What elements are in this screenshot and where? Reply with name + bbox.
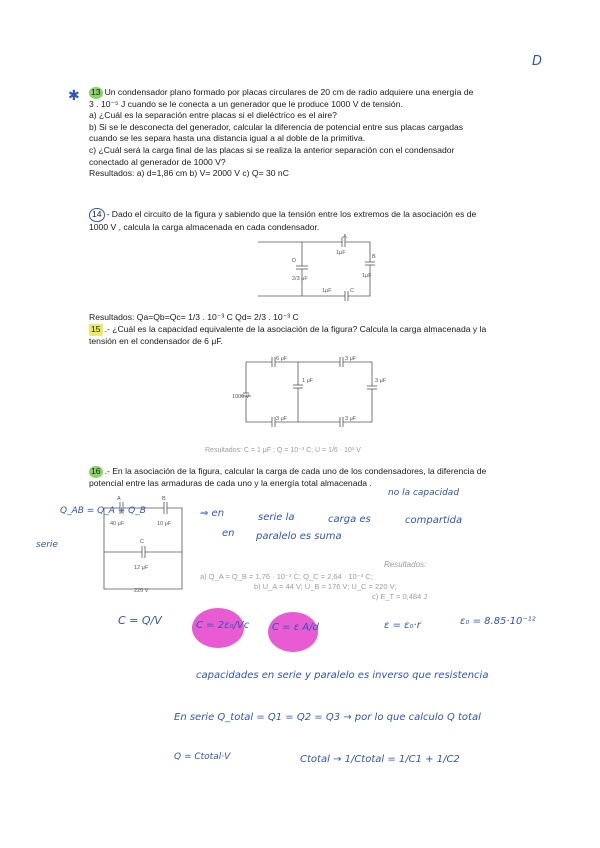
hw-note-q-ctotal: Q = Ctotal·V: [174, 752, 231, 762]
circuit-14-cap-b: 1μF: [362, 273, 372, 279]
p13-results: Resultados: a) d=1,86 cm b) V= 2000 V c) Q= 30 nC: [89, 168, 289, 179]
circuit-14-diagram: [240, 232, 380, 306]
circuit-16-label-a: A: [117, 496, 121, 502]
p16-results-2: b) U_A = 44 V; U_B = 176 V; U_C = 220 V;: [254, 582, 397, 591]
hw-en: en: [222, 528, 235, 539]
p13-line2: 3 . 10⁻⁵ J cuando se le conecta a un generador que le produce 1000 V de tensión.: [89, 98, 403, 109]
circuit-15-voltage: 1000 V: [232, 394, 250, 400]
p13-question-c1: c) ¿Cuál será la carga final de las placas si se realiza la anterior separación con el condensador: [89, 144, 455, 155]
circuit-15-cap-3c: 3 μF: [276, 416, 288, 422]
hw-formula-c-area: C = ε A/d: [272, 622, 319, 633]
p14-line2: 1000 V , calcula la carga almacenada en cada condensador.: [89, 221, 320, 232]
circuit-14-cap-d: 2/3 μF: [292, 276, 308, 282]
problem-15: [89, 324, 549, 347]
p16-line2: potencial entre las armaduras de cada uno y la energía total almacenada .: [89, 477, 372, 488]
problem-14: [89, 208, 549, 233]
circuit-14-cap-c: 1μF: [322, 288, 332, 294]
corner-handwritten-mark: D: [532, 54, 543, 69]
hw-formula-epsilon: ε = ε₀·r: [384, 620, 421, 631]
circuit-15-cap-1: 1 μF: [302, 378, 314, 384]
p16-results-1: a) Q_A = Q_B = 1,76 · 10⁻³ C; Q_C = 2,64 · 10⁻³ C;: [200, 572, 373, 581]
circuit-16-label-c: C: [140, 539, 144, 545]
circuit-14-label-b: B: [372, 254, 376, 260]
hw-serie: serie: [36, 540, 58, 550]
hw-carga-es: carga es: [328, 514, 371, 525]
hw-no-la-capacidad: no la capacidad: [388, 488, 460, 498]
p13-question-a: a) ¿Cuál es la separación entre placas si el dieléctrico es el aire?: [89, 110, 337, 121]
problem-16: [89, 466, 549, 489]
circuit-15-cap-6: 6 μF: [276, 356, 288, 362]
hw-qab: Q_AB = Q_A + Q_B: [60, 506, 146, 516]
p16-line1: .- En la asociación de la figura, calcular la carga de cada uno de los condensadores, la diferencia de: [104, 466, 487, 476]
p13-question-b2: cuando se les separa hasta una distancia igual a al doble de la primitiva.: [89, 133, 366, 144]
p16-results-3: c) E_T = 0,484 J: [372, 592, 428, 601]
hw-note-inverso: capacidades en serie y paralelo es inverso que resistencia: [196, 670, 489, 681]
circuit-16-voltage: 220 V: [134, 588, 149, 594]
problem-number-13: 13: [91, 87, 101, 97]
star-mark: ✱: [68, 88, 80, 104]
hw-compartida: compartida: [405, 515, 463, 526]
problem-number-14: 14: [89, 208, 105, 222]
p15-line1: .- ¿Cuál es la capacidad equivalente de la asociación de la figura? Calcula la carga almacenada y la: [104, 324, 487, 334]
circuit-14-cap-1: 1μF: [336, 250, 346, 256]
problem-14-results: [89, 312, 549, 324]
circuit-16-cap-a: 40 μF: [110, 521, 125, 527]
hw-paralelo-es-suma: paralelo es suma: [256, 531, 342, 542]
circuit-14-label-d: D: [292, 258, 296, 264]
p13-line1: Un condensador plano formado por placas circulares de 20 cm de radio adquiere una energía de: [104, 87, 474, 97]
p15-line2: tensión en el condensador de 6 μF.: [89, 335, 223, 346]
hw-note-serie: En serie Q_total = Q1 = Q2 = Q3 → por lo que calculo Q total: [174, 712, 481, 723]
circuit-15-cap-3a: 3 μF: [345, 356, 357, 362]
p14-results: Resultados: Qa=Qb=Qc= 1/3 . 10⁻³ C Qd= 2/3 . 10⁻³ C: [89, 312, 299, 322]
problem-number-15: 15: [91, 324, 101, 334]
p15-results: Resultados: C = 1 μF ; Q = 10⁻³ C; U = 1/6 · 10³ V: [205, 447, 361, 454]
problem-13: [89, 87, 549, 180]
hw-note-ctotal: Ctotal → 1/Ctotal = 1/C1 + 1/C2: [300, 754, 460, 765]
hw-formula-c-qv: C = Q/V: [118, 614, 162, 627]
hw-formula-epsilon0: ε₀ = 8.85·10⁻¹²: [460, 616, 536, 627]
p13-question-c2: conectado al generador de 1000 V?: [89, 156, 226, 167]
circuit-16-cap-c: 12 μF: [134, 565, 149, 571]
hw-serie-la: serie la: [258, 512, 295, 523]
hw-arrow-en: ⇒ en: [200, 508, 225, 519]
circuit-14-label-c: C: [350, 288, 354, 294]
circuit-14-label-a: A: [343, 234, 347, 240]
circuit-16-label-b: B: [162, 496, 166, 502]
circuit-16-cap-b: 10 μF: [157, 521, 172, 527]
p13-question-b1: b) Si se le desconecta del generador, calcular la diferencia de potencial entre sus placas cargadas: [89, 121, 464, 132]
circuit-15-cap-3d: 3 μF: [345, 416, 357, 422]
problem-number-16: 16: [91, 466, 101, 476]
circuit-15-cap-3b: 3 μF: [375, 378, 387, 384]
hw-formula-c-epsilon: C = 2ε₀/Vc: [196, 620, 250, 631]
p16-results-title: Resultados:: [384, 560, 427, 569]
circuit-15-diagram: [232, 352, 392, 430]
p14-line1: - Dado el circuito de la figura y sabiendo que la tensión entre los extremos de la asociación es de: [106, 209, 477, 219]
